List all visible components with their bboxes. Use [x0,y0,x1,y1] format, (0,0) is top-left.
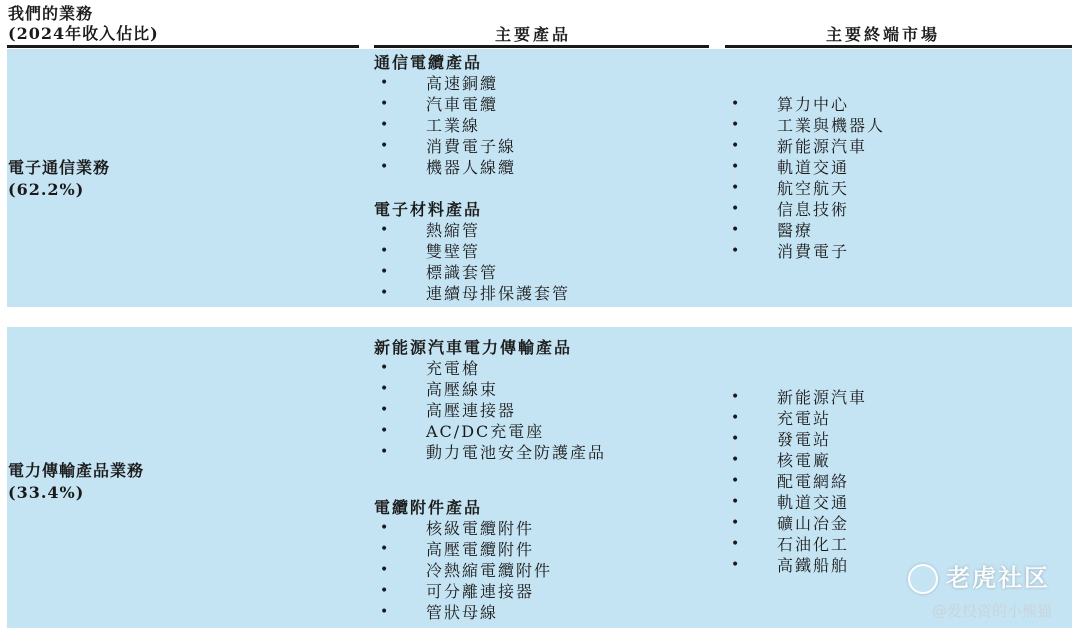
market-item: 消費電子 [777,242,850,261]
bullet-icon: • [731,452,742,468]
bullet-icon: • [731,222,742,238]
product-item: 消費電子線 [426,137,517,156]
bullet-icon: • [731,138,742,154]
product-group-title: 新能源汽車電力傳輸產品 [374,338,573,357]
list-item [374,581,552,602]
list-item [725,492,867,513]
product-item: 機器人線纜 [426,158,517,177]
list-item [725,178,885,199]
bullet-icon: • [380,604,391,620]
market-list [725,94,885,262]
product-item: 高速銅纜 [426,74,499,93]
bullet-icon: • [731,243,742,259]
bullet-icon: • [380,360,391,376]
header-business-title: 我們的業務 [8,4,94,23]
bullet-icon: • [380,541,391,557]
bullet-icon: • [731,201,742,217]
bullet-icon: • [380,264,391,280]
list-item [374,421,606,442]
product-item: 動力電池安全防護產品 [426,443,607,462]
header-rule-business [7,45,359,48]
product-group [374,199,570,304]
list-item [374,241,570,262]
market-item: 航空航天 [777,179,850,198]
list-item [725,471,867,492]
product-group [374,52,516,178]
business-share: (33.4%) [8,483,85,502]
bullet-icon: • [731,431,742,447]
list-item [374,358,606,379]
list-item [725,429,867,450]
market-item: 發電站 [777,430,832,449]
bullet-icon: • [380,520,391,536]
market-item: 軌道交通 [777,493,850,512]
list-item [374,73,516,94]
product-group-title: 通信電纜產品 [374,53,483,72]
market-item: 算力中心 [777,95,850,114]
product-item: 汽車電纜 [426,95,499,114]
list-item [725,94,885,115]
market-list [725,387,867,576]
watermark-logo-text: 老虎社区 [946,564,1050,592]
bullet-icon: • [731,536,742,552]
bullet-icon: • [731,473,742,489]
product-item: 標識套管 [426,263,499,282]
business-label [8,157,110,201]
header-rule-markets [725,45,1072,48]
product-item: 管狀母線 [426,603,499,622]
product-item: 工業線 [426,116,481,135]
market-item: 礦山冶金 [777,514,850,533]
list-item [725,555,867,576]
column-header-business [8,4,159,44]
list-item [374,157,516,178]
bullet-icon: • [380,159,391,175]
product-item: 高壓電纜附件 [426,540,535,559]
watermark-user: @爱投资的小熊猫 [931,602,1052,620]
bullet-icon: • [380,444,391,460]
list-item [725,220,885,241]
product-group [374,497,552,623]
product-item: AC/DC充電座 [426,422,545,441]
market-item: 醫療 [777,221,814,240]
list-item [374,518,552,539]
list-item [725,136,885,157]
bullet-icon: • [731,515,742,531]
product-item: 熱縮管 [426,221,481,240]
list-item [725,513,867,534]
list-item [374,136,516,157]
bullet-icon: • [380,243,391,259]
list-item [374,560,552,581]
watermark-logo [908,558,1050,594]
list-item [374,400,606,421]
list-item [725,387,867,408]
market-item: 石油化工 [777,535,850,554]
product-item: 充電槍 [426,359,481,378]
bullet-icon: • [731,557,742,573]
list-item [725,115,885,136]
list-item [374,262,570,283]
list-item [374,283,570,304]
bullet-icon: • [380,402,391,418]
product-item: 高壓連接器 [426,401,517,420]
product-item: 可分離連接器 [426,582,535,601]
market-item: 工業與機器人 [777,116,886,135]
list-item [725,241,885,262]
list-item [374,220,570,241]
list-item [374,115,516,136]
list-item [725,157,885,178]
market-item: 核電廠 [777,451,832,470]
market-item: 充電站 [777,409,832,428]
product-item: 雙壁管 [426,242,481,261]
market-item: 配電網絡 [777,472,850,491]
bullet-icon: • [380,381,391,397]
list-item [725,408,867,429]
bullet-icon: • [380,562,391,578]
list-item [374,539,552,560]
bullet-icon: • [731,96,742,112]
header-rule-products [374,45,709,48]
list-item [725,199,885,220]
bullet-icon: • [731,180,742,196]
bullet-icon: • [380,117,391,133]
list-item [725,450,867,471]
bullet-icon: • [380,583,391,599]
bullet-icon: • [731,117,742,133]
list-item [725,534,867,555]
bullet-icon: • [380,75,391,91]
column-header-markets: 主要終端市場 [826,25,941,44]
header-business-subtitle: (2024年收入佔比) [8,24,159,43]
market-item: 新能源汽車 [777,137,868,156]
bullet-icon: • [380,423,391,439]
product-group-title: 電纜附件產品 [374,498,483,517]
list-item [374,94,516,115]
bullet-icon: • [380,96,391,112]
column-header-products: 主要產品 [495,25,572,44]
bullet-icon: • [380,222,391,238]
list-item [374,442,606,463]
watermark-ring-icon [908,564,938,594]
product-item: 冷熱縮電纜附件 [426,561,553,580]
business-share: (62.2%) [8,180,85,199]
business-name: 電力傳輸產品業務 [8,461,145,480]
product-item: 高壓線束 [426,380,499,399]
market-item: 新能源汽車 [777,388,868,407]
bullet-icon: • [731,494,742,510]
market-item: 高鐵船舶 [777,556,850,575]
bullet-icon: • [731,410,742,426]
product-group-title: 電子材料產品 [374,200,483,219]
product-group [374,337,606,463]
bullet-icon: • [380,138,391,154]
bullet-icon: • [731,389,742,405]
bullet-icon: • [731,159,742,175]
product-item: 連續母排保護套管 [426,284,571,303]
business-label [8,460,144,504]
product-item: 核級電纜附件 [426,519,535,538]
business-name: 電子通信業務 [8,158,111,177]
list-item [374,602,552,623]
bullet-icon: • [380,285,391,301]
list-item [374,379,606,400]
market-item: 軌道交通 [777,158,850,177]
market-item: 信息技術 [777,200,850,219]
